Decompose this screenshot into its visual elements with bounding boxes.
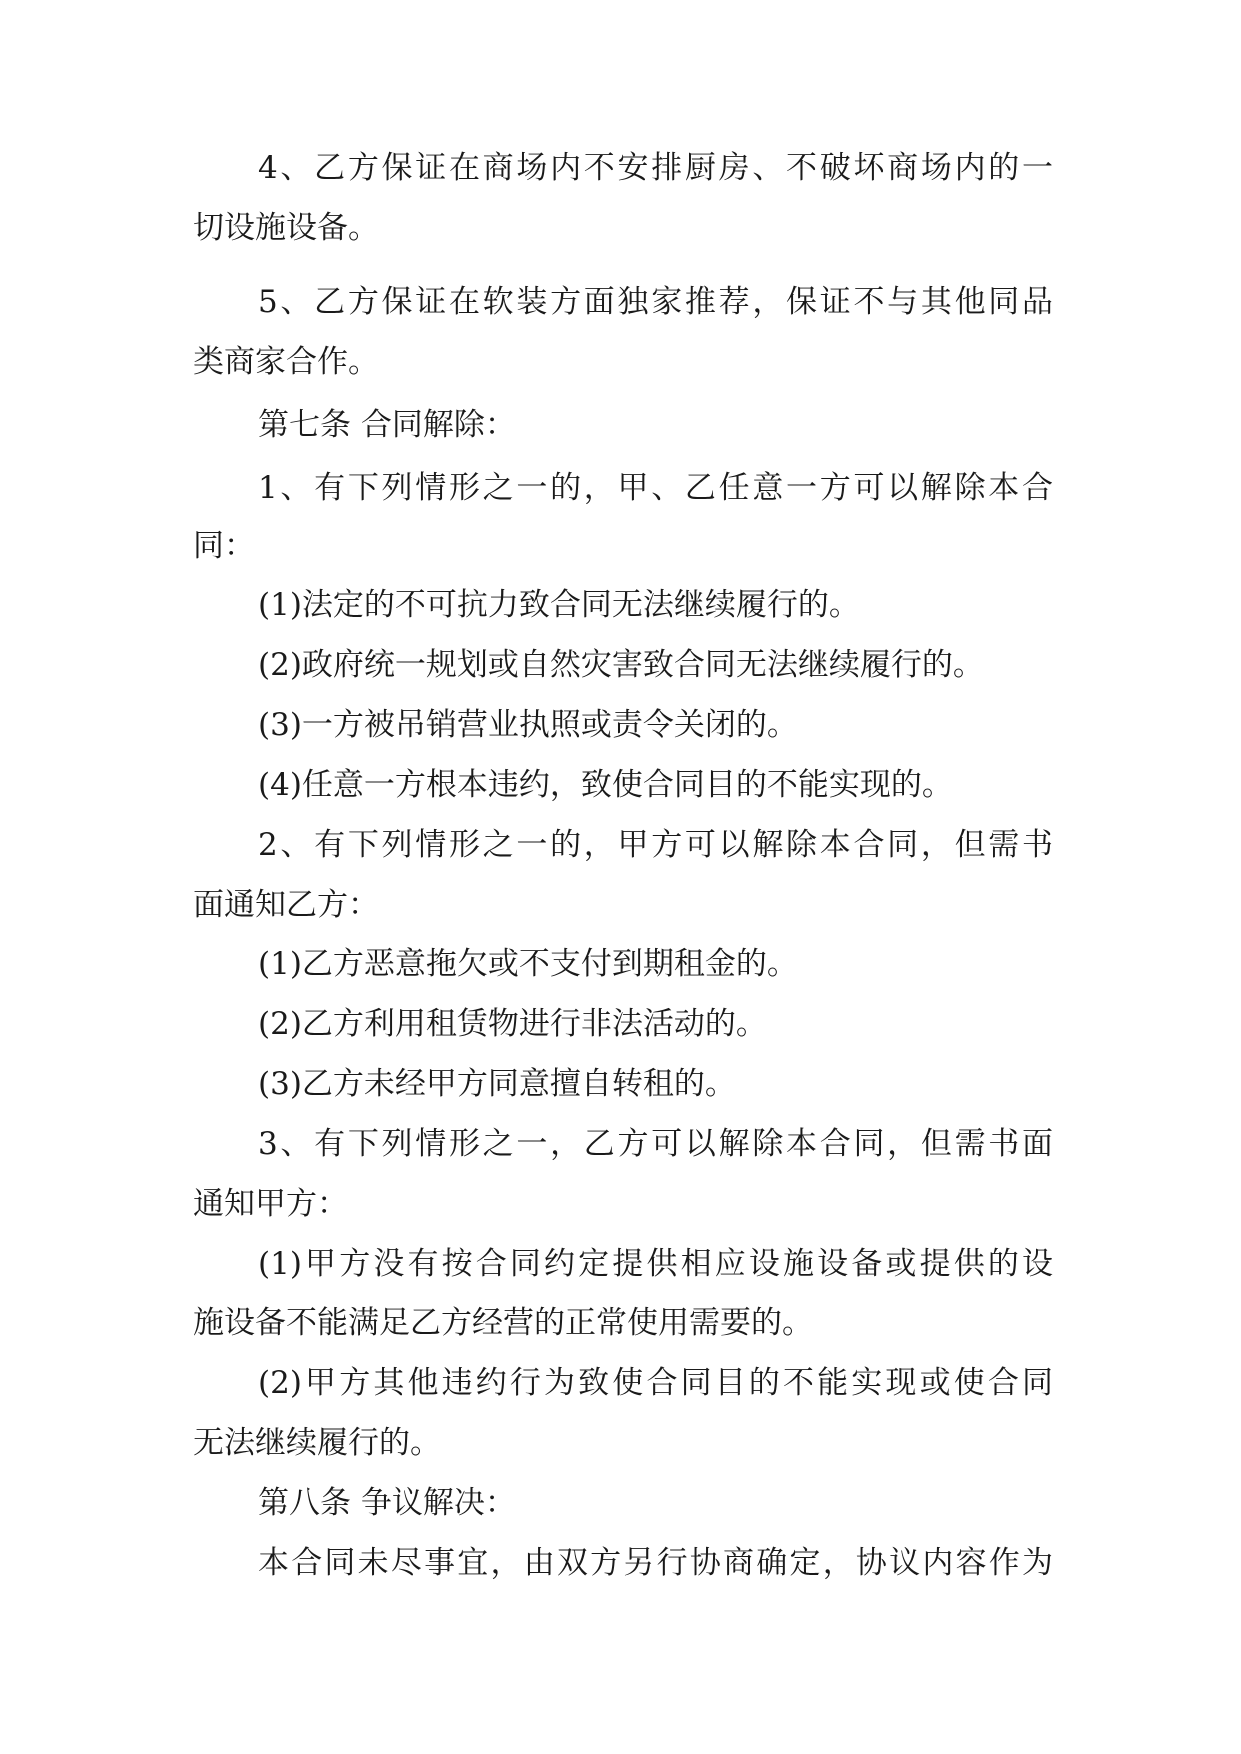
text-line: 1、有下列情形之一的，甲、乙任意一方可以解除本合 <box>258 470 1053 506</box>
text-line: (2)政府统一规划或自然灾害致合同无法继续履行的。 <box>258 647 984 683</box>
text-line: 5、乙方保证在软装方面独家推荐，保证不与其他同品 <box>258 284 1053 320</box>
article-heading: 第八条 争议解决： <box>258 1485 516 1521</box>
text-line: (2)甲方其他违约行为致使合同目的不能实现或使合同 <box>258 1365 1053 1401</box>
text-line: (3)一方被吊销营业执照或责令关闭的。 <box>258 707 798 743</box>
text-line: 2、有下列情形之一的，甲方可以解除本合同，但需书 <box>258 827 1053 863</box>
text-line: (1)甲方没有按合同约定提供相应设施设备或提供的设 <box>258 1246 1053 1282</box>
text-line: 4、乙方保证在商场内不安排厨房、不破坏商场内的一 <box>258 150 1053 186</box>
text-line: 通知甲方： <box>193 1186 348 1222</box>
text-line: 本合同未尽事宜，由双方另行协商确定，协议内容作为 <box>258 1545 1053 1581</box>
text-line: (1)法定的不可抗力致合同无法继续履行的。 <box>258 587 860 623</box>
text-line: (2)乙方利用租赁物进行非法活动的。 <box>258 1006 767 1042</box>
text-line: (1)乙方恶意拖欠或不支付到期租金的。 <box>258 946 798 982</box>
text-line: 切设施设备。 <box>193 210 379 246</box>
text-line: 同： <box>193 528 255 564</box>
text-line: 类商家合作。 <box>193 344 379 380</box>
text-line: (3)乙方未经甲方同意擅自转租的。 <box>258 1066 736 1102</box>
article-heading: 第七条 合同解除： <box>258 407 516 443</box>
text-line: 3、有下列情形之一，乙方可以解除本合同，但需书面 <box>258 1126 1053 1162</box>
text-line: 面通知乙方： <box>193 887 379 923</box>
text-line: (4)任意一方根本违约，致使合同目的不能实现的。 <box>258 767 953 803</box>
text-line: 施设备不能满足乙方经营的正常使用需要的。 <box>193 1305 813 1341</box>
text-line: 无法继续履行的。 <box>193 1425 441 1461</box>
